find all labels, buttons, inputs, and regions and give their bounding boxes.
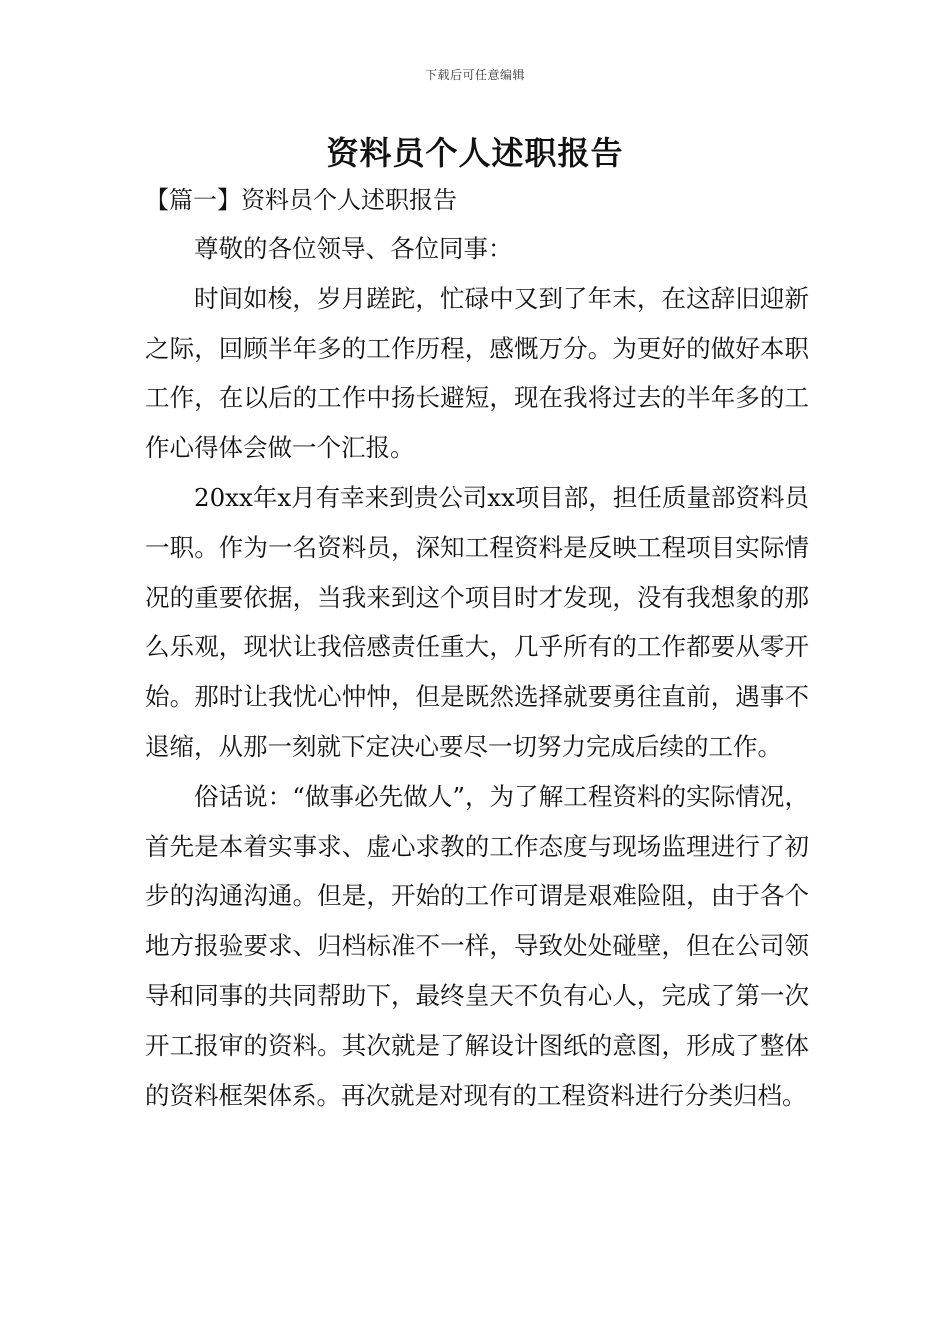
paragraph-intro: 时间如梭，岁月蹉跎，忙碌中又到了年末，在这辞旧迎新之际，回顾半年多的工作历程，感慨万分。为更好的做好本职工作，在以后的工作中扬长避短，现在我将过去的半年多的工作心得体会做一个汇报。 — [145, 283, 809, 463]
paragraph-work-process: 俗话说：“做事必先做人”，为了解工程资料的实际情况，首先是本着实事求、虚心求教的工作态度与现场监理进行了初步的沟通沟通。但是，开始的工作可谓是艰难险阻，由于各个地方报验要求、归档标准不一样，导致处处碰壁，但在公司领导和同事的共同帮助下，最终皇天不负有心人，完成了第一次开工报审的资料。其次就是了解设计图纸的意图，形成了整体的资料框架体系。再次就是对现有的工程资料进行分类归档。 — [145, 781, 809, 1110]
paragraph-background: 20xx年x月有幸来到贵公司xx项目部，担任质量部资料员一职。作为一名资料员，深知工程资料是反映工程项目实际情况的重要依据，当我来到这个项目时才发现，没有我想象的那么乐观，现状让我倍感责任重大，几乎所有的工作都要从零开始。那时让我忧心忡忡，但是既然选择就要勇往直前，遇事不退缩，从那一刻就下定决心要尽一切努力完成后续的工作。 — [145, 482, 809, 761]
page-header-note: 下载后可任意编辑 — [424, 68, 525, 82]
section-heading: 【篇一】资料员个人述职报告 — [145, 186, 457, 214]
paragraph-salutation: 尊敬的各位领导、各位同事： — [194, 234, 513, 263]
document-body — [145, 224, 809, 1120]
document-title: 资料员个人述职报告 — [326, 134, 624, 172]
